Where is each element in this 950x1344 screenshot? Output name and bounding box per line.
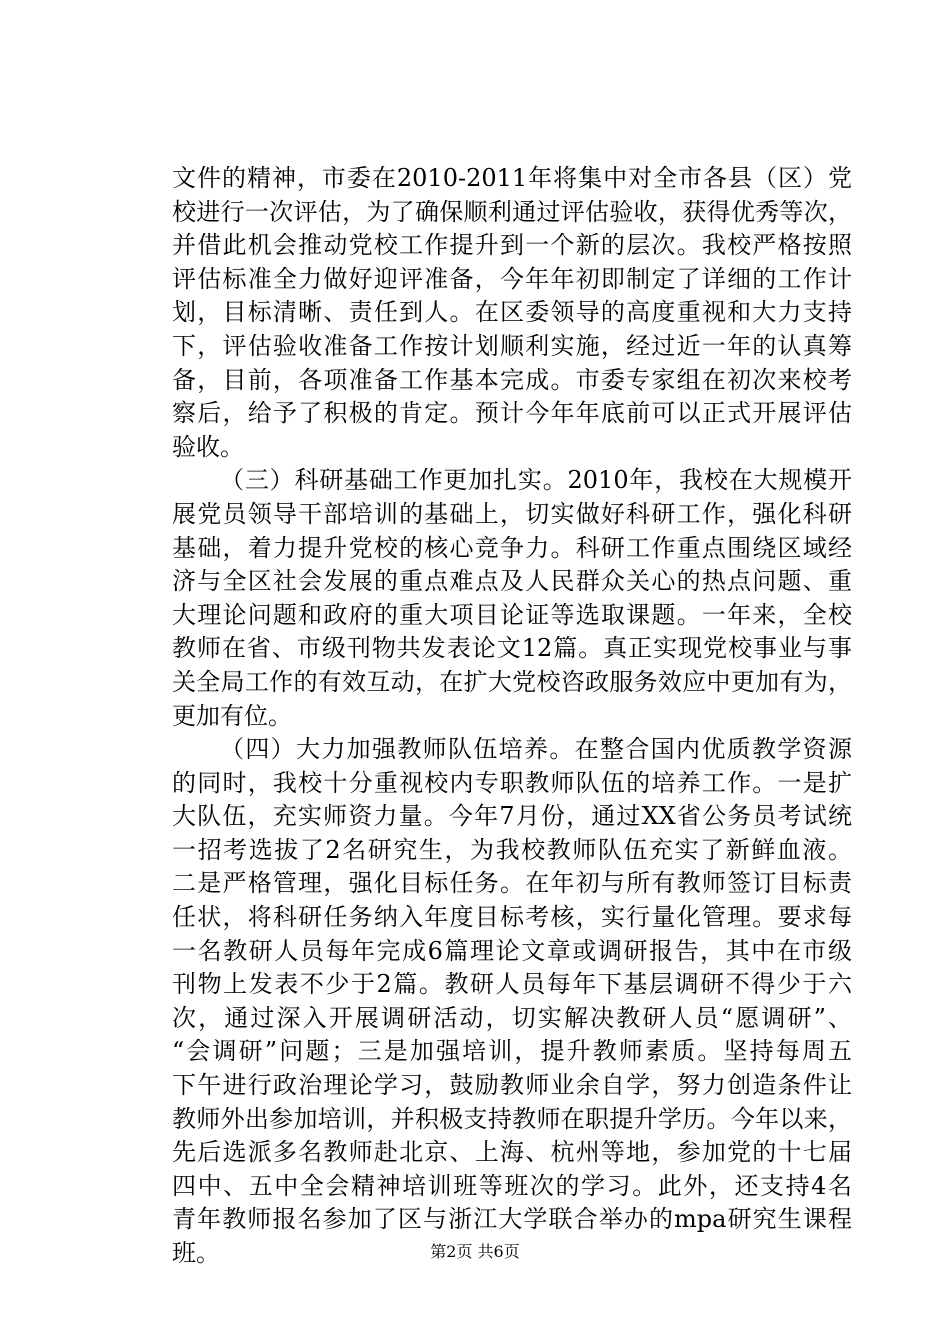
- text-line: 教师在省、市级刊物共发表论文12篇。真正实现党校事业与事: [172, 634, 852, 663]
- text-line: 教师外出参加培训，并积极支持教师在职提升学历。今年以来，: [172, 1104, 852, 1133]
- text-line: 备，目前，各项准备工作基本完成。市委专家组在初次来校考: [172, 365, 852, 394]
- text-line: 济与全区社会发展的重点难点及人民群众关心的热点问题、重: [172, 567, 852, 596]
- text-line: 刊物上发表不少于2篇。教研人员每年下基层调研不得少于六: [172, 970, 852, 999]
- text-line: 班。: [172, 1239, 220, 1267]
- text-line: 更加有位。: [172, 701, 292, 730]
- text-line: 先后选派多名教师赴北京、上海、杭州等地，参加党的十七届: [172, 1138, 852, 1167]
- text-line: 二是严格管理，强化目标任务。在年初与所有教师签订目标责: [172, 869, 852, 898]
- text-line: 下，评估验收准备工作按计划顺利实施，经过近一年的认真筹: [172, 331, 852, 360]
- text-line: 划，目标清晰、责任到人。在区委领导的高度重视和大力支持: [172, 298, 852, 327]
- text-line: 验收。: [172, 432, 244, 461]
- text-line: 大理论问题和政府的重大项目论证等选取课题。一年来，全校: [172, 600, 852, 629]
- text-line: 校进行一次评估，为了确保顺利通过评估验收，获得优秀等次，: [172, 197, 852, 226]
- text-line: “会调研”问题；三是加强培训，提升教师素质。坚持每周五: [172, 1037, 852, 1066]
- text-line: 察后，给予了积极的肯定。预计今年年底前可以正式开展评估: [172, 399, 852, 428]
- section-heading-line: （三）科研基础工作更加扎实。2010年，我校在大规模开: [220, 466, 852, 495]
- text-line: 四中、五中全会精神培训班等班次的学习。此外，还支持4名: [172, 1171, 852, 1200]
- text-line: 一名教研人员每年完成6篇理论文章或调研报告，其中在市级: [172, 936, 852, 965]
- text-line: 关全局工作的有效互动，在扩大党校咨政服务效应中更加有为，: [172, 667, 852, 696]
- text-line: 并借此机会推动党校工作提升到一个新的层次。我校严格按照: [172, 231, 852, 260]
- text-line: 大队伍，充实师资力量。今年7月份，通过XX省公务员考试统: [172, 802, 852, 831]
- text-line: 展党员领导干部培训的基础上，切实做好科研工作，强化科研: [172, 499, 852, 528]
- text-line: 一招考选拔了2名研究生，为我校教师队伍充实了新鲜血液。: [172, 835, 852, 864]
- text-line: 青年教师报名参加了区与浙江大学联合举办的mpa研究生课程: [172, 1205, 852, 1234]
- text-line: 基础，着力提升党校的核心竞争力。科研工作重点围绕区域经: [172, 533, 852, 562]
- text-line: 次，通过深入开展调研活动，切实解决教研人员“愿调研”、: [172, 1003, 852, 1032]
- text-line: 评估标准全力做好迎评准备，今年年初即制定了详细的工作计: [172, 264, 852, 293]
- text-line: 任状，将科研任务纳入年度目标考核，实行量化管理。要求每: [172, 903, 852, 932]
- page-footer: 第2页 共6页: [430, 1242, 520, 1261]
- text-line: 下午进行政治理论学习，鼓励教师业余自学，努力创造条件让: [172, 1071, 852, 1100]
- text-line: 文件的精神，市委在2010-2011年将集中对全市各县（区）党: [172, 164, 852, 192]
- document-body: [172, 162, 852, 1271]
- section-heading-line: （四）大力加强教师队伍培养。在整合国内优质教学资源: [220, 735, 852, 764]
- text-line: 的同时，我校十分重视校内专职教师队伍的培养工作。一是扩: [172, 768, 852, 797]
